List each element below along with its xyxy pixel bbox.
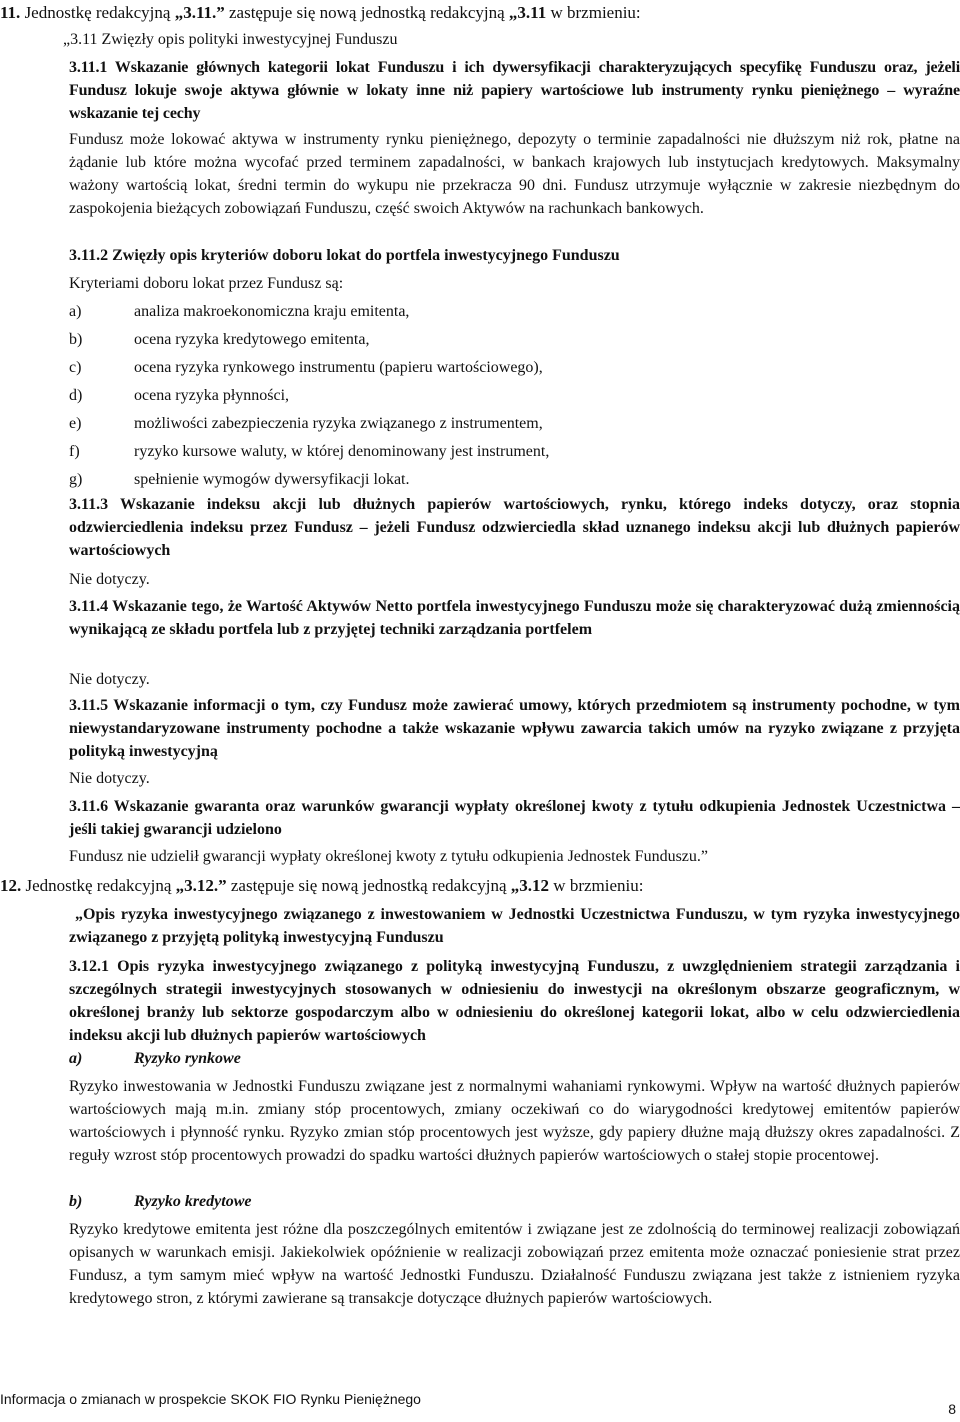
paragraph-credit-risk: Ryzyko kredytowe emitenta jest różne dla poszczególnych emitentów i związane jest ze zdolnością do terminowej realizacji zobowiązań opisanych w warunkach emisji. Jakiekolwiek opóźnienie w realizacji zobowiązań przez emitenta może oznaczać poniesienie strat przez Fundusz, a tym samym mieć wpływ na wartość Jednostki Funduszu. Działalność Funduszu związana jest także z istnieniem ryzyka kredytowego stron, z którymi zawierane są transakcje dotyczące dłużnych papierów wartościowych. <box>69 1221 960 1307</box>
criteria-item-d: d) ocena ryzyka płynności, <box>69 387 290 404</box>
criteria-item-c: c) ocena ryzyka rynkowego instrumentu (papieru wartościowego), <box>69 359 543 376</box>
section-heading-3-11-3: 3.11.3 Wskazanie indeksu akcji lub dłużnych papierów wartościowych, rynku, którego indeks dotyczy, oraz stopnia odzwierciedlenia indeksu przez Fundusz – jeżeli Fundusz odzwierciedla skład uznanego indeksu akcji lub dłużnych papierów wartościowych <box>69 496 960 559</box>
criteria-item-g: g) spełnienie wymogów dywersyfikacji lokat. <box>69 471 410 488</box>
paragraph-3-11-6: Fundusz nie udzielił gwarancji wypłaty określonej kwoty z tytułu odkupienia Jednostek Funduszu.” <box>69 848 708 865</box>
section-heading-3-11-6: 3.11.6 Wskazanie gwarantа oraz warunków gwarancji wypłaty określonej kwoty z tytułu odkupienia Jednostek Uczestnictwa – jeśli takiej gwarancji udzielono <box>69 798 960 838</box>
not-applicable-3-11-4: Nie dotyczy. <box>69 671 150 688</box>
section-heading-3-11-5: 3.11.5 Wskazanie informacji o tym, czy Fundusz może zawierać umowy, których przedmiotem są instrumenty pochodne, w tym niewystandaryzowane instrumenty pochodne a także wskazanie wpływu zawarcia takich umów na ryzyko związane z przyjęta polityką inwestycyjną <box>69 697 960 760</box>
section-heading-3-11-1: 3.11.1 Wskazanie głównych kategorii lokat Funduszu i ich dywersyfikacji charakteryzujących specyfikę Funduszu oraz, jeżeli Fundusz lokuje swoje aktywa głównie w lokaty inne niż papiery wartościowe lub instrumenty rynku pieniężnego – wyraźne wskazanie tej cechy <box>69 59 960 122</box>
page-number: 8 <box>948 1401 956 1417</box>
paragraph-3-11-1: Fundusz może lokować aktywa w instrumenty rynku pieniężnego, depozyty o terminie zapadalności nie dłuższym niż rok, płatne na żądanie lub które można wycofać przed terminem zapadalności, w bankach krajowych lub instytucjach kredytowych. Maksymalny ważony wartością lokat, średni termin do wykupu nie przekracza 90 dni. Fundusz utrzymuje wyłącznie w zakresie niezbędnym do zaspokojenia bieżących zobowiązań Funduszu, część swoich Aktywów na rachunkach bankowych. <box>69 131 960 217</box>
not-applicable-3-11-5: Nie dotyczy. <box>69 770 150 787</box>
section-heading-3-11-4: 3.11.4 Wskazanie tego, że Wartość Aktywów Netto portfela inwestycyjnego Funduszu może się charakteryzować dużą zmiennością wynikającą ze składu portfela lub z przyjętej techniki zarządzania portfelem <box>69 598 960 638</box>
risk-heading-market: a) Ryzyko rynkowe <box>69 1050 241 1067</box>
risk-heading-credit: b) Ryzyko kredytowe <box>69 1193 252 1210</box>
criteria-item-a: a) analiza makroekonomiczna kraju emitenta, <box>69 303 410 320</box>
paragraph-market-risk: Ryzyko inwestowania w Jednostki Funduszu związane jest z normalnymi wahaniami rynkowymi. Wpływ na wartość dłużnych papierów wartościowych mają m.in. zmiany stóp procentowych, zmiany oczekiwań co do wiarygodności kredytowej emitentów papierów wartościowych i płynność rynku. Ryzyko zmian stóp procentowych jest wyższe, gdy papiery dłużne mają dłuższy okres zapadalności. Z reguły wzrost stóp procentowych prowadzi do spadku wartości dłużnych papierów wartościowych o stałej stopie procentowej. <box>69 1078 960 1164</box>
paragraph-3-11-2: Kryteriami doboru lokat przez Fundusz są: <box>69 275 344 292</box>
criteria-item-f: f) ryzyko kursowe waluty, w której denominowany jest instrument, <box>69 443 550 460</box>
not-applicable-3-11-3: Nie dotyczy. <box>69 571 150 588</box>
section-heading-3-11-2: 3.11.2 Zwięzły opis kryteriów doboru lokat do portfela inwestycyjnego Funduszu <box>69 247 620 264</box>
amendment-item-12: 12. Jednostkę redakcyjną „3.12.” zastępuje się nową jednostką redakcyjną „3.12 w brzmieniu: <box>0 876 644 895</box>
section-heading-3-12-1: 3.12.1 Opis ryzyka inwestycyjnego związanego z polityką inwestycyjną Funduszu, z uwzględnieniem strategii zarządzania i szczególnych strategii inwestycyjnych stosowanych w odniesieniu do inwestycji na określonym obszarze geograficznym, w określonej branży lub sektorze gospodarczym albo w odniesieniu do określonej kategorii lokat, albo w celu odzwierciedlenia indeksu akcji lub dłużnych papierów wartościowych <box>69 958 960 1044</box>
criteria-item-e: e) możliwości zabezpieczenia ryzyka związanego z instrumentem, <box>69 415 543 432</box>
criteria-item-b: b) ocena ryzyka kredytowego emitenta, <box>69 331 370 348</box>
section-heading-3-11: „3.11 Zwięzły opis polityki inwestycyjnej Funduszu <box>63 31 398 48</box>
amendment-item-11: 11. Jednostkę redakcyjną „3.11.” zastępuje się nową jednostką redakcyjną „3.11 w brzmieniu: <box>0 3 641 22</box>
section-heading-3-12: „Opis ryzyka inwestycyjnego związanego z inwestowaniem w Jednostki Uczestnictwa Funduszu, w tym ryzyka inwestycyjnego związanego z przyjętą polityką inwestycyjną Funduszu <box>69 906 960 946</box>
page-footer: Informacja o zmianach w prospekcie SKOK FIO Rynku Pieniężnego <box>0 1391 421 1407</box>
